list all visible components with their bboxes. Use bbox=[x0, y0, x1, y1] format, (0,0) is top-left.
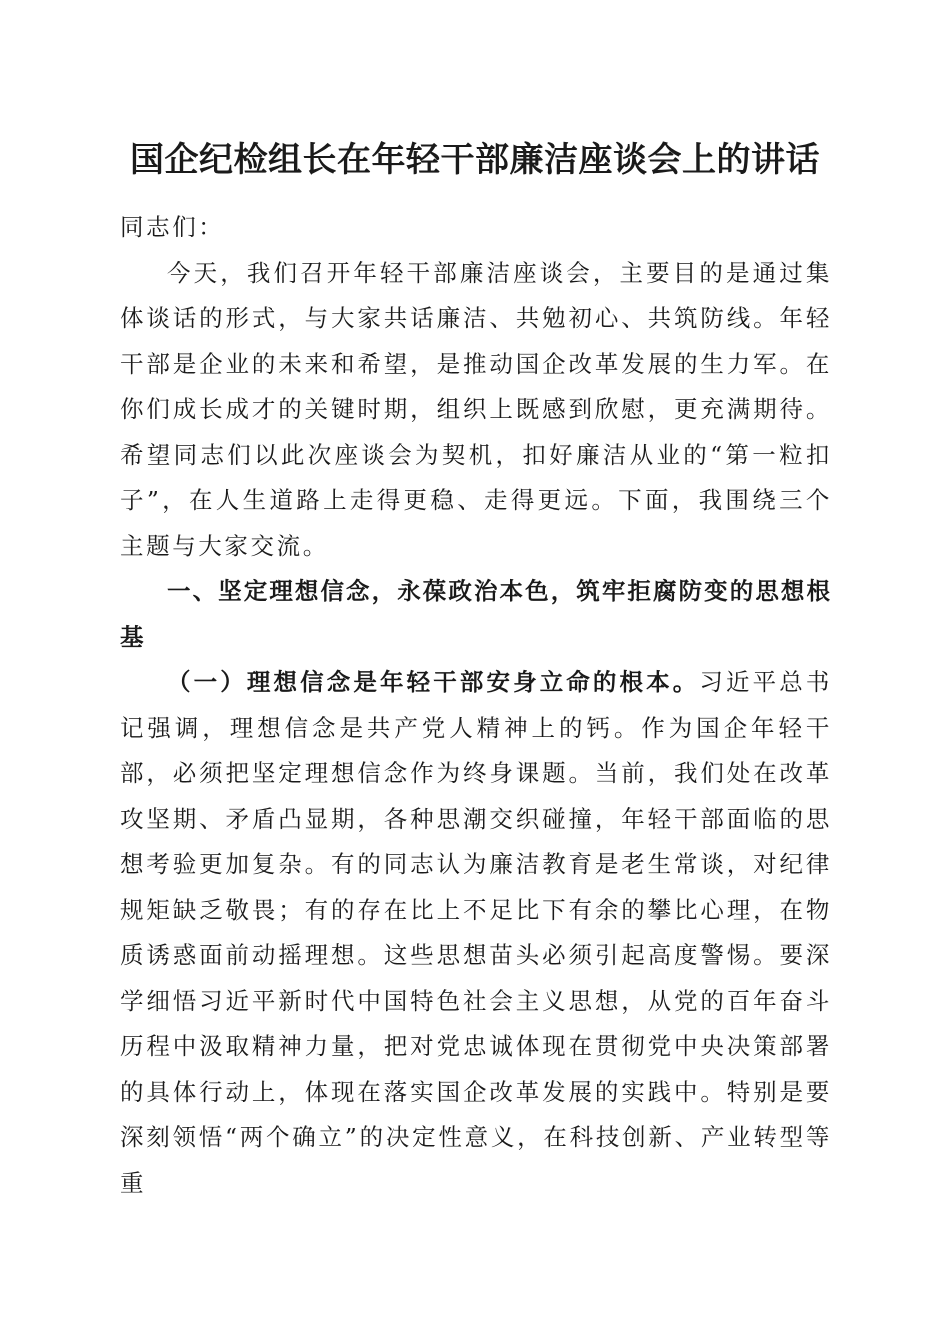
section-heading: 一、坚定理想信念，永葆政治本色，筑牢拒腐防变的思想根基 bbox=[120, 577, 832, 651]
salutation: 同志们： bbox=[120, 213, 225, 241]
document-body bbox=[120, 205, 832, 1206]
document-title: 国企纪检组长在年轻干部廉洁座谈会上的讲话 bbox=[130, 140, 820, 180]
intro-paragraph: 今天，我们召开年轻干部廉洁座谈会，主要目的是通过集体谈话的形式，与大家共话廉洁、共勉初心、共筑防线。年轻干部是企业的未来和希望，是推动国企改革发展的生力军。在你们成长成才的关键时期，组织上既感到欣慰，更充满期待。希望同志们以此次座谈会为契机，扣好廉洁从业的“第一粒扣子”，在人生道路上走得更稳、走得更远。下面，我围绕三个主题与大家交流。 bbox=[120, 258, 832, 560]
subsection-body: 习近平总书记强调，理想信念是共产党人精神上的钙。作为国企年轻干部，必须把坚定理想信念作为终身课题。当前，我们处在改革攻坚期、矛盾凸显期，各种思潮交织碰撞，年轻干部面临的思想考验更加复杂。有的同志认为廉洁教育是老生常谈，对纪律规矩缺乏敬畏；有的存在比上不足比下有余的攀比心理，在物质诱惑面前动摇理想。这些思想苗头必须引起高度警惕。要深学细悟习近平新时代中国特色社会主义思想，从党的百年奋斗历程中汲取精神力量，把对党忠诚体现在贯彻党中央决策部署的具体行动上，体现在落实国企改革发展的实践中。特别是要深刻领悟“两个确立”的决定性意义，在科技创新、产业转型等重 bbox=[120, 668, 833, 1197]
subsection-paragraph bbox=[120, 660, 832, 1206]
subsection-lead: （一）理想信念是年轻干部安身立命的根本。 bbox=[167, 668, 700, 696]
